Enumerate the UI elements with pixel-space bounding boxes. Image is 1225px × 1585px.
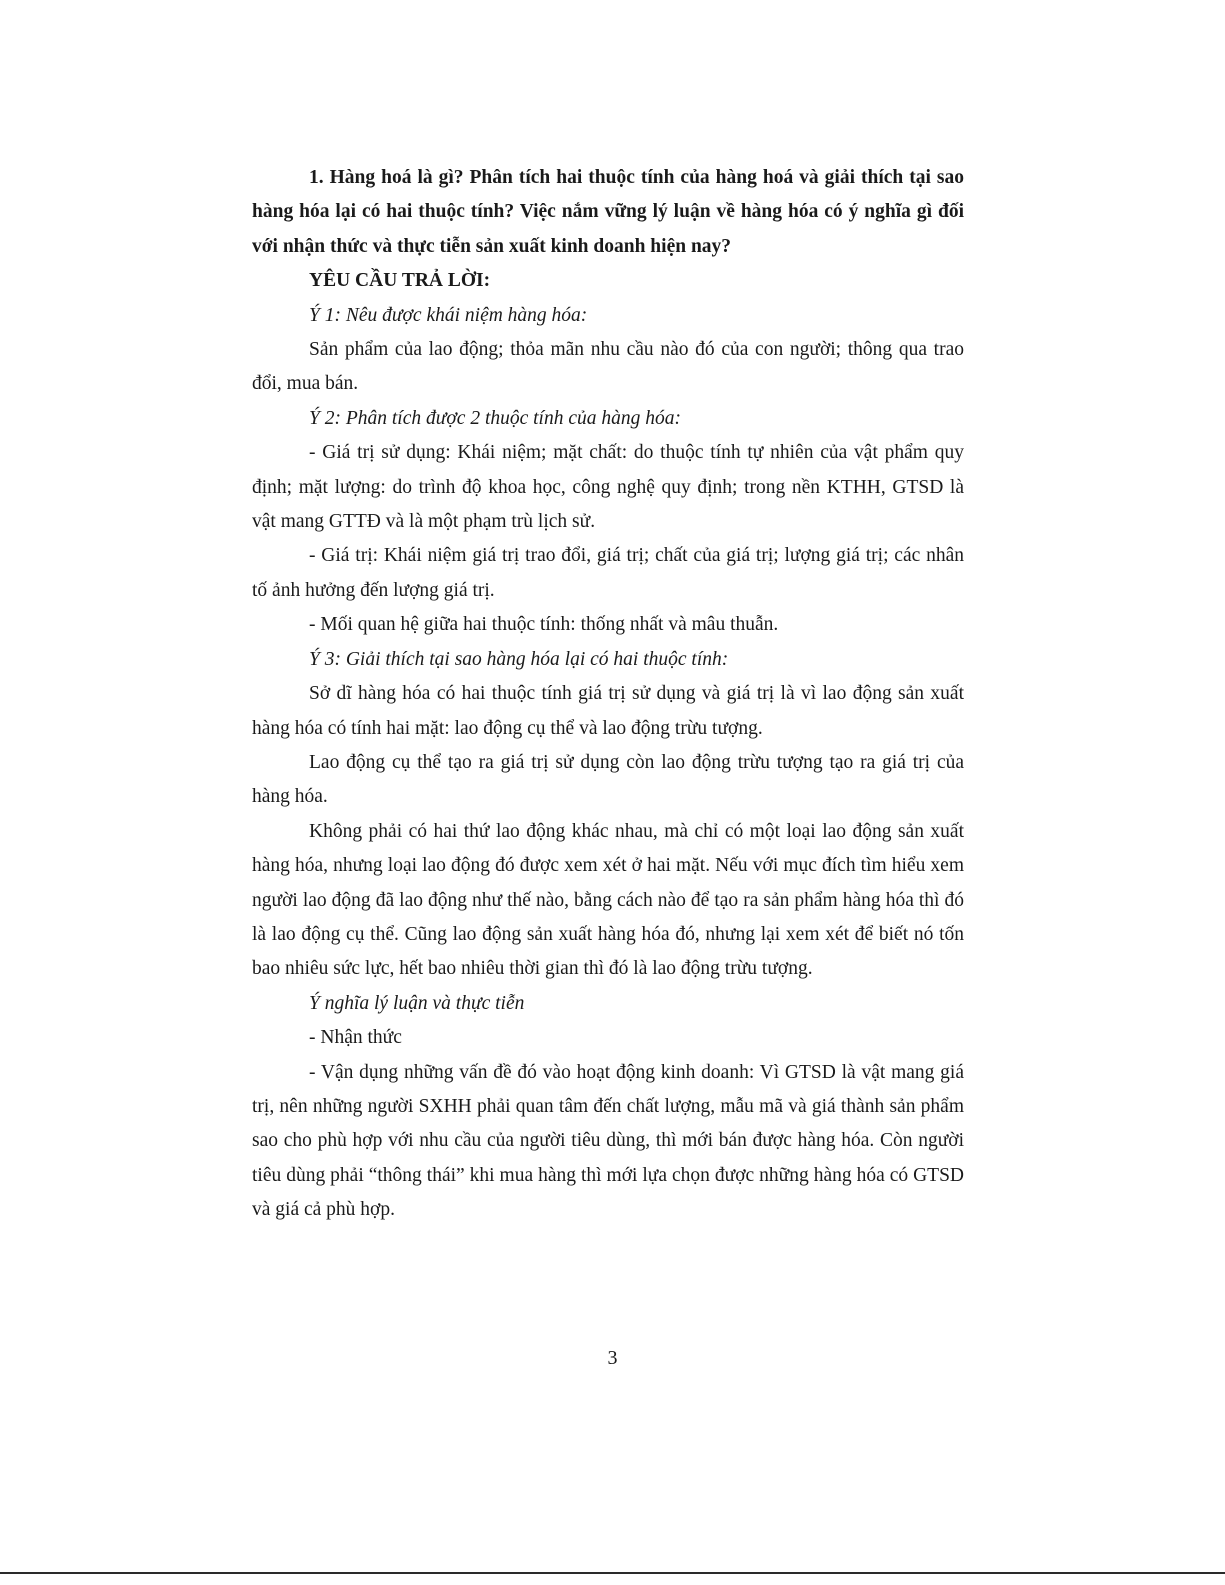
y1-text: Sản phẩm của lao động; thỏa mãn nhu cầu nào đó của con người; thông qua trao đổi, mua bán. [252,339,964,395]
bottom-rule [0,1572,1225,1574]
y2-use-value: - Giá trị sử dụng: Khái niệm; mặt chất: do thuộc tính tự nhiên của vật phẩm quy định; mặt lượng: do trình độ khoa học, công nghệ quy định; trong nền KTHH, GTSD là vật mang GTTĐ và là một phạm trù lịch sử. [252,442,964,533]
answer-heading: YÊU CẦU TRẢ LỜI: [309,270,491,292]
page-content [252,161,964,1228]
y2-relation: - Mối quan hệ giữa hai thuộc tính: thống nhất và mâu thuẫn. [309,614,779,636]
question-text: 1. Hàng hoá là gì? Phân tích hai thuộc tính của hàng hoá và giải thích tại sao hàng hóa lại có hai thuộc tính? Việc nắm vững lý luận về hàng hóa có ý nghĩa gì đối với nhận thức và thực tiễn sản xuất kinh doanh hiện nay? [252,167,964,257]
page-number: 3 [607,1347,618,1369]
significance-item-application: - Vận dụng những vấn đề đó vào hoạt động kinh doanh: Vì GTSD là vật mang giá trị, nên những người SXHH phải quan tâm đến chất lượng, mẫu mã và giá thành sản phẩm sao cho phù hợp với nhu cầu của người tiêu dùng, thì mới bán được hàng hóa. Còn người tiêu dùng phải “thông thái” khi mua hàng thì mới lựa chọn được những hàng hóa có GTSD và giá cả phù hợp. [252,1061,964,1221]
y3-paragraph-2: Lao động cụ thể tạo ra giá trị sử dụng còn lao động trừu tượng tạo ra giá trị của hàng hóa. [252,751,964,808]
significance-title: Ý nghĩa lý luận và thực tiễn [309,992,525,1014]
y1-title: Ý 1: Nêu được khái niệm hàng hóa: [309,304,588,326]
y3-title: Ý 3: Giải thích tại sao hàng hóa lại có hai thuộc tính: [309,648,729,670]
y3-paragraph-1: Sở dĩ hàng hóa có hai thuộc tính giá trị sử dụng và giá trị là vì lao động sản xuất hàng hóa có tính hai mặt: lao động cụ thể và lao động trừu tượng. [252,683,964,739]
y2-title: Ý 2: Phân tích được 2 thuộc tính của hàng hóa: [309,407,681,429]
y2-value: - Giá trị: Khái niệm giá trị trao đổi, giá trị; chất của giá trị; lượng giá trị; các nhân tố ảnh hưởng đến lượng giá trị. [252,545,964,601]
significance-item-awareness: - Nhận thức [309,1027,402,1049]
y3-paragraph-3: Không phải có hai thứ lao động khác nhau, mà chỉ có một loại lao động sản xuất hàng hóa, nhưng loại lao động đó được xem xét ở hai mặt. Nếu với mục đích tìm hiểu xem người lao động đã lao động như thế nào, bằng cách nào để tạo ra sản phẩm hàng hóa thì đó là lao động cụ thể. Cũng lao động sản xuất hàng hóa đó, nhưng lại xem xét để biết nó tốn bao nhiêu sức lực, hết bao nhiêu thời gian thì đó là lao động trừu tượng. [252,820,964,980]
